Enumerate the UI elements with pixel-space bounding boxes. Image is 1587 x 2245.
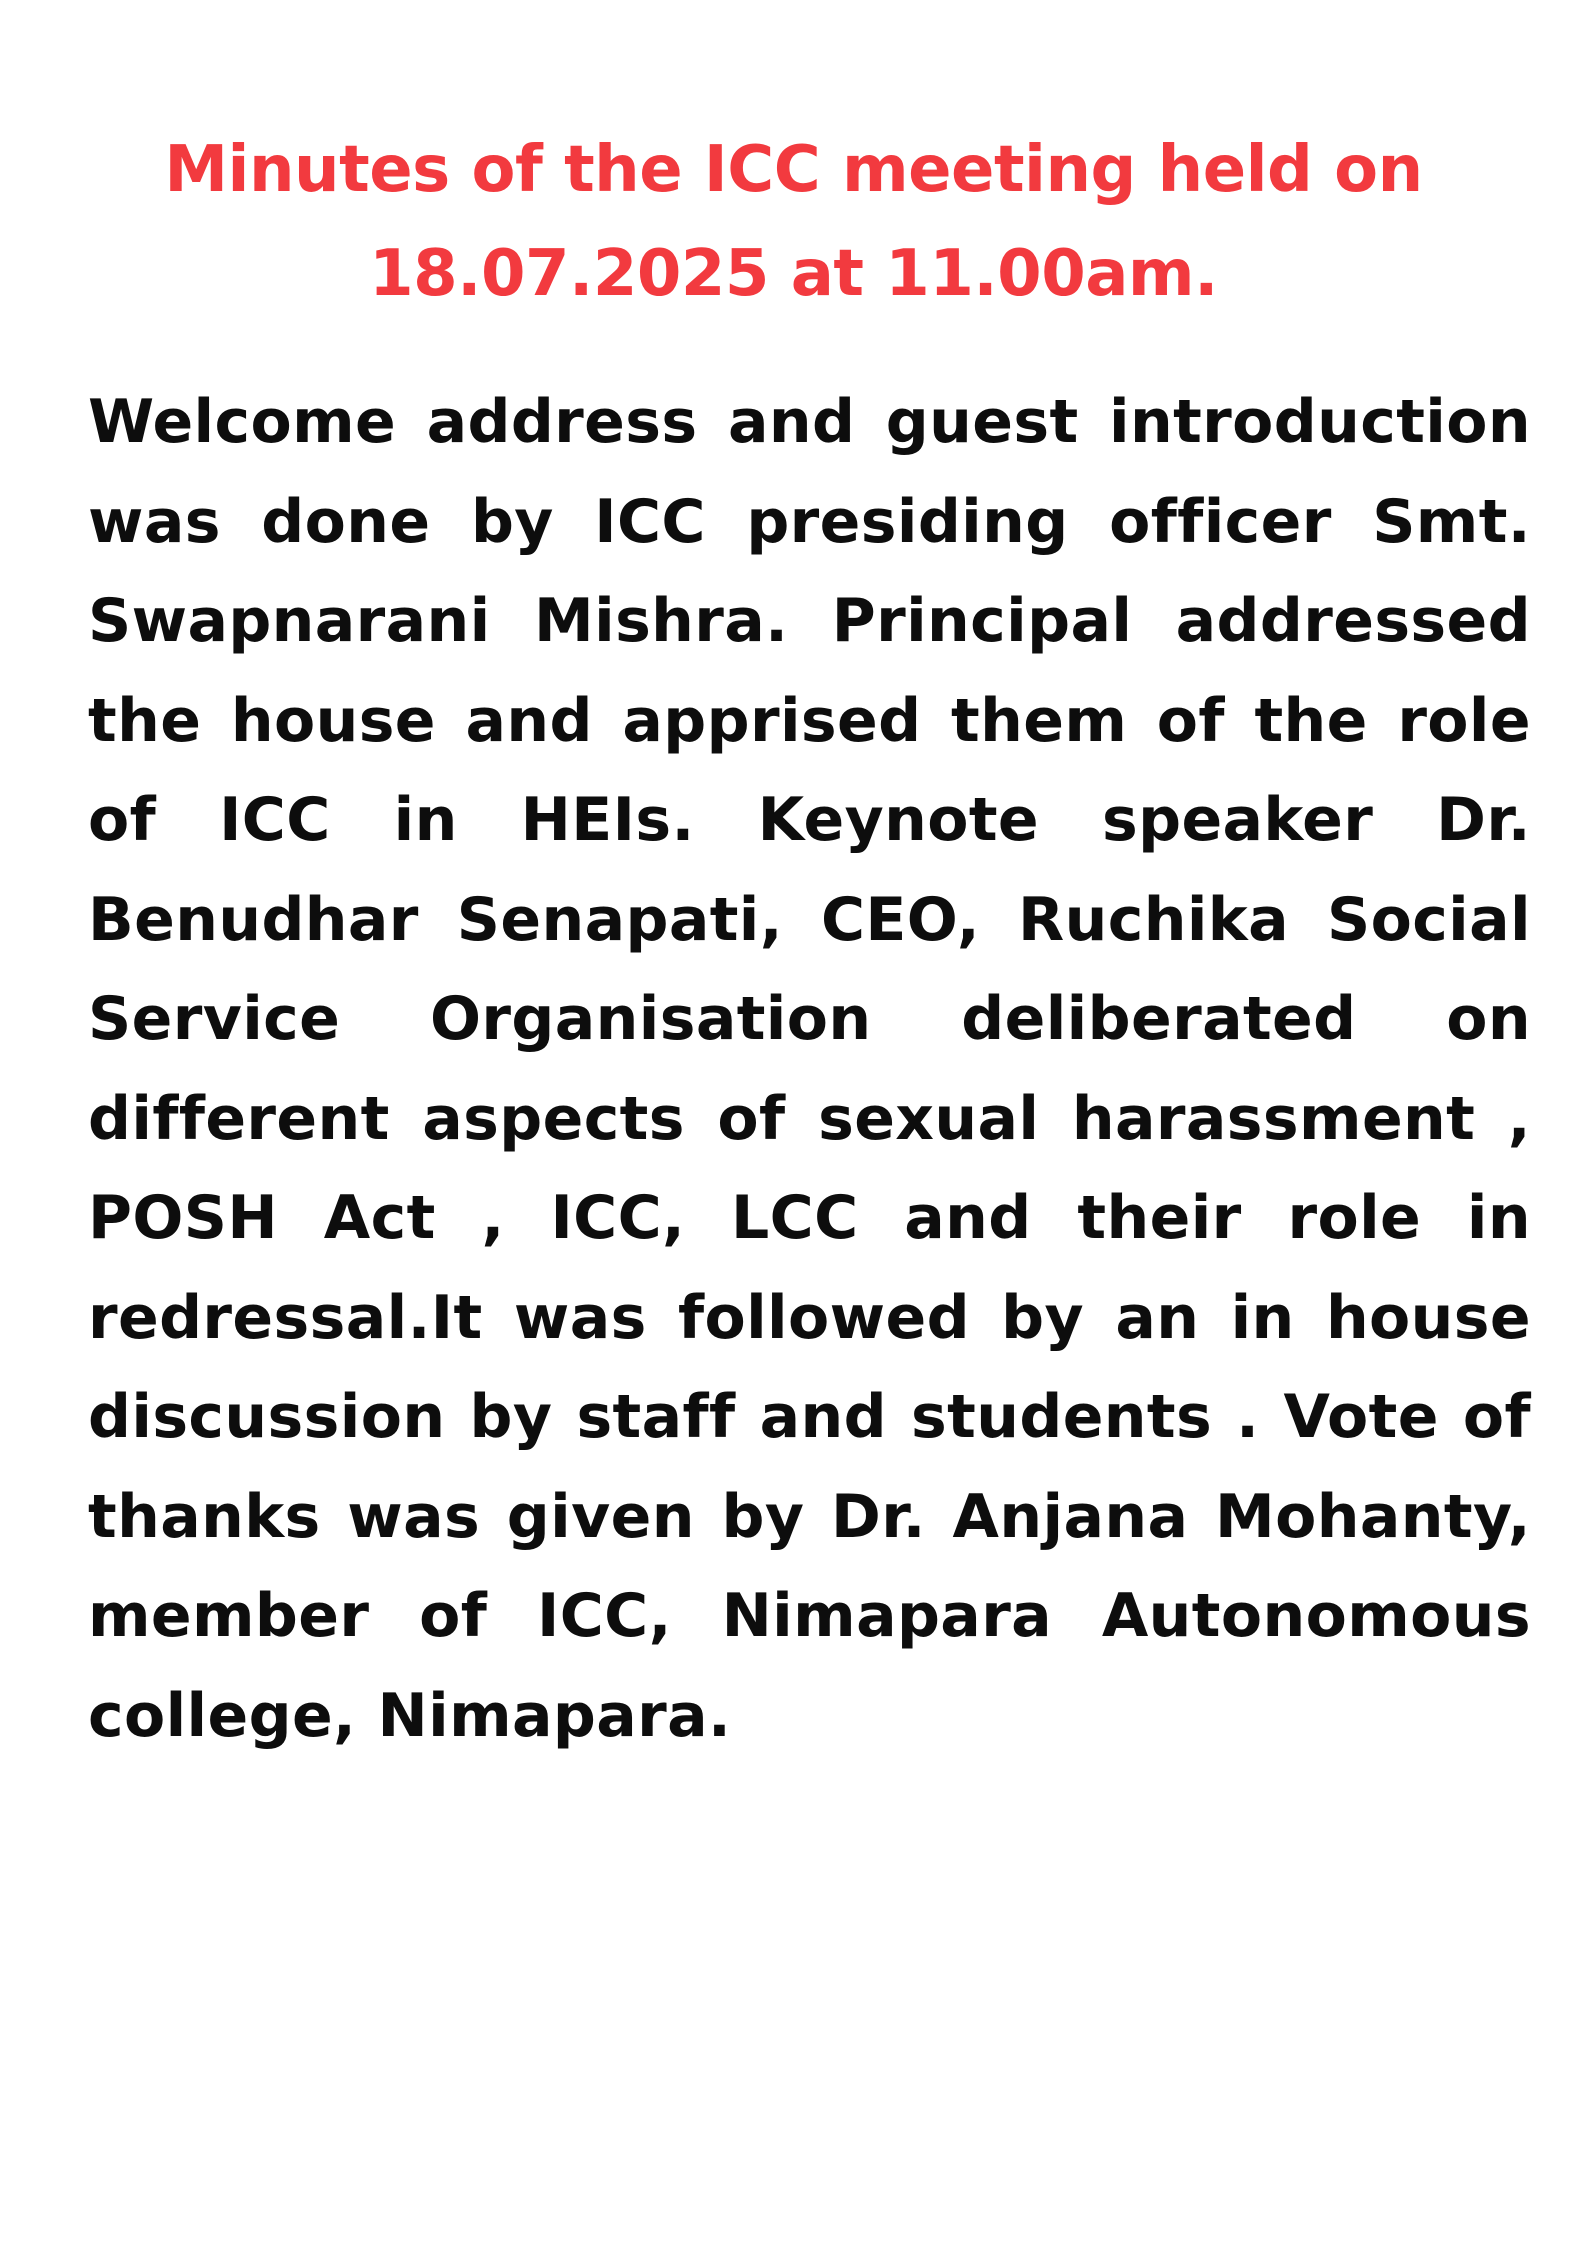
body-line: Service Organisation deliberated on (88, 984, 1531, 1054)
body-line: was done by ICC presiding officer Smt. (88, 486, 1531, 557)
body-line: the house and apprised them of the role (88, 685, 1531, 756)
body-line: discussion by staff and students . Vote of (88, 1382, 1531, 1452)
body-line: of ICC in HEIs. Keynote speaker Dr. (88, 785, 1531, 855)
body-line: POSH Act , ICC, LCC and their role in (88, 1183, 1531, 1253)
body-line: Welcome address and guest introduction (88, 387, 1531, 457)
body-line: thanks was given by Dr. Anjana Mohanty, (88, 1481, 1531, 1552)
body-line: different aspects of sexual harassment , (88, 1083, 1531, 1154)
page-title (0, 118, 1587, 326)
body-line: Swapnarani Mishra. Principal addressed (88, 586, 1531, 656)
title-line-1: Minutes of the ICC meeting held on (164, 133, 1423, 207)
body-line: redressal.It was followed by an in house (88, 1282, 1531, 1353)
minutes-body (88, 373, 1531, 1766)
body-line: Benudhar Senapati, CEO, Ruchika Social (88, 884, 1531, 955)
body-line-last: college, Nimapara. (88, 1680, 732, 1751)
title-line-2: 18.07.2025 at 11.00am. (369, 237, 1218, 311)
body-line: member of ICC, Nimapara Autonomous (88, 1581, 1531, 1651)
